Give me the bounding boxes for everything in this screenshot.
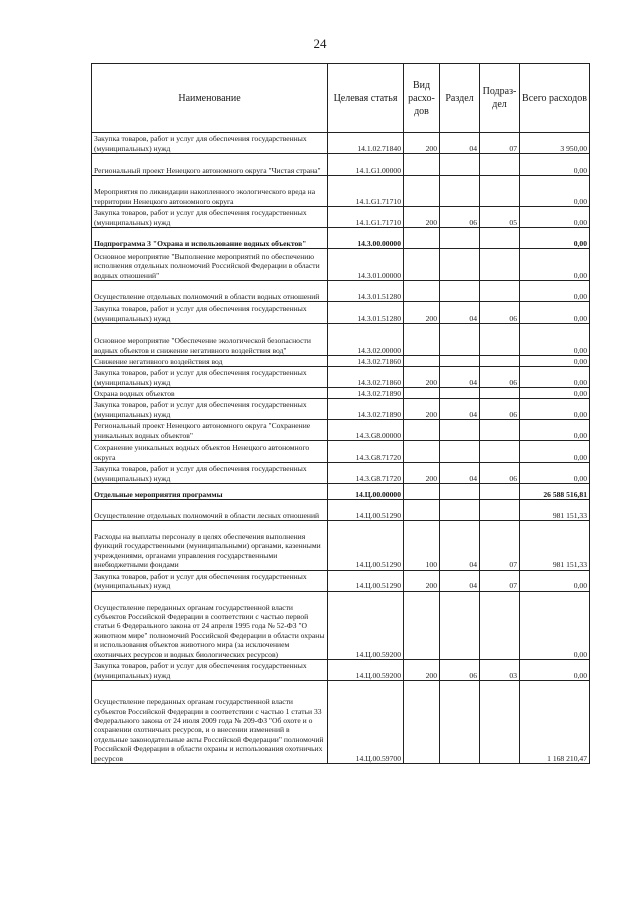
cell-vid	[404, 500, 440, 521]
cell-podrazdel	[480, 681, 520, 764]
cell-code: 14.3.G8.71720	[328, 441, 404, 463]
cell-total: 0,00	[520, 420, 590, 441]
cell-code: 14.3.01.51280	[328, 281, 404, 302]
cell-podrazdel	[480, 356, 520, 367]
cell-vid	[404, 356, 440, 367]
budget-table	[91, 63, 590, 764]
cell-name: Закупка товаров, работ и услуг для обеспечения государственных (муниципальных) нужд	[92, 367, 328, 388]
table-row	[92, 441, 590, 463]
header-target: Целевая статья	[328, 64, 404, 133]
cell-code: 14.3.02.71890	[328, 388, 404, 399]
cell-name: Закупка товаров, работ и услуг для обеспечения государственных (муниципальных) нужд	[92, 570, 328, 591]
cell-vid: 200	[404, 399, 440, 420]
cell-vid	[404, 176, 440, 207]
cell-name: Отдельные мероприятия программы	[92, 484, 328, 500]
table-row	[92, 463, 590, 484]
cell-code: 14.3.G8.00000	[328, 420, 404, 441]
cell-code: 14.1.G1.71710	[328, 207, 404, 228]
cell-name: Закупка товаров, работ и услуг для обеспечения государственных (муниципальных) нужд	[92, 302, 328, 324]
cell-code: 14.1.02.71840	[328, 133, 404, 154]
cell-podrazdel	[480, 388, 520, 399]
header-vid: Вид расхо-дов	[404, 64, 440, 133]
cell-code: 14.3.02.71860	[328, 356, 404, 367]
cell-code: 14.Ц.00.51290	[328, 521, 404, 571]
cell-razdel	[440, 324, 480, 356]
table-row	[92, 356, 590, 367]
page-number: 24	[313, 36, 327, 51]
cell-podrazdel: 07	[480, 570, 520, 591]
cell-razdel	[440, 441, 480, 463]
cell-code: 14.3.02.71890	[328, 399, 404, 420]
cell-podrazdel: 06	[480, 367, 520, 388]
cell-name: Основное мероприятие "Выполнение мероприятий по обеспечению исполнения отдельных полномочий Российской Федерации в области водных отношений"	[92, 249, 328, 281]
cell-podrazdel: 03	[480, 660, 520, 681]
cell-total: 0,00	[520, 176, 590, 207]
header-podrazdel: Подраз-дел	[480, 64, 520, 133]
cell-podrazdel: 07	[480, 133, 520, 154]
cell-name: Сохранение уникальных водных объектов Ненецкого автономного округа	[92, 441, 328, 463]
cell-razdel: 04	[440, 570, 480, 591]
cell-razdel	[440, 228, 480, 249]
cell-name: Закупка товаров, работ и услуг для обеспечения государственных (муниципальных) нужд	[92, 463, 328, 484]
cell-total: 0,00	[520, 463, 590, 484]
table-row	[92, 302, 590, 324]
cell-vid: 200	[404, 570, 440, 591]
cell-razdel: 04	[440, 463, 480, 484]
cell-vid	[404, 441, 440, 463]
cell-razdel	[440, 249, 480, 281]
cell-razdel	[440, 154, 480, 176]
cell-name: Подпрограмма 3 "Охрана и использование водных объектов"	[92, 228, 328, 249]
cell-name: Осуществление переданных органам государственной власти субъектов Российской Федерации в соответствии с частью первой статьи 6 Федерального закона от 24 апреля 1995 года № 52-ФЗ "О животном мире" полномочий Российской Федерации в области охраны и использования объектов животного мира (за исключением охотничьих ресурсов и водных биологических ресурсов)	[92, 591, 328, 659]
cell-razdel: 04	[440, 521, 480, 571]
cell-podrazdel: 06	[480, 302, 520, 324]
cell-podrazdel	[480, 591, 520, 659]
table-row	[92, 154, 590, 176]
cell-total: 0,00	[520, 660, 590, 681]
cell-razdel	[440, 388, 480, 399]
table-row	[92, 591, 590, 659]
cell-code: 14.3.01.00000	[328, 249, 404, 281]
table-row	[92, 324, 590, 356]
cell-name: Расходы на выплаты персоналу в целях обеспечения выполнения функций государственными (муниципальными) органами, казенными учреждениями, органами управления государственными внебюджетными фондами	[92, 521, 328, 571]
cell-podrazdel: 06	[480, 463, 520, 484]
cell-total: 0,00	[520, 324, 590, 356]
cell-name: Осуществление переданных органам государственной власти субъектов Российской Федерации в соответствии с частью 1 статьи 33 Федерального закона от 24 июля 2009 года № 209-ФЗ "Об охоте и о сохранении охотничьих ресурсов, и о внесении изменений в отдельные законодательные акты Российской Федерации" полномочий Российской Федерации в области охраны и использования охотничьих ресурсов	[92, 681, 328, 764]
cell-total: 981 151,33	[520, 500, 590, 521]
cell-name: Региональный проект Ненецкого автономного округа "Сохранение уникальных водных объектов"	[92, 420, 328, 441]
cell-name: Закупка товаров, работ и услуг для обеспечения государственных (муниципальных) нужд	[92, 133, 328, 154]
cell-total: 1 168 210,47	[520, 681, 590, 764]
cell-vid: 200	[404, 463, 440, 484]
cell-name: Закупка товаров, работ и услуг для обеспечения государственных (муниципальных) нужд	[92, 207, 328, 228]
cell-razdel	[440, 484, 480, 500]
cell-code: 14.3.G8.71720	[328, 463, 404, 484]
cell-razdel	[440, 420, 480, 441]
header-name: Наименование	[92, 64, 328, 133]
table-row	[92, 249, 590, 281]
cell-vid: 200	[404, 133, 440, 154]
cell-code: 14.Ц.00.59200	[328, 660, 404, 681]
cell-code: 14.3.02.71860	[328, 367, 404, 388]
table-row	[92, 281, 590, 302]
cell-vid	[404, 281, 440, 302]
cell-total: 26 588 516,81	[520, 484, 590, 500]
cell-razdel: 06	[440, 660, 480, 681]
table-row	[92, 521, 590, 571]
cell-vid: 200	[404, 367, 440, 388]
cell-total: 0,00	[520, 228, 590, 249]
table-row	[92, 133, 590, 154]
table-row	[92, 420, 590, 441]
cell-razdel: 04	[440, 367, 480, 388]
cell-name: Охрана водных объектов	[92, 388, 328, 399]
cell-razdel: 04	[440, 133, 480, 154]
cell-razdel	[440, 281, 480, 302]
cell-vid: 200	[404, 660, 440, 681]
table-header-row	[92, 64, 590, 133]
cell-podrazdel	[480, 484, 520, 500]
table-row	[92, 660, 590, 681]
cell-total: 3 950,00	[520, 133, 590, 154]
cell-podrazdel	[480, 500, 520, 521]
cell-name: Региональный проект Ненецкого автономного округа "Чистая страна"	[92, 154, 328, 176]
table-row	[92, 399, 590, 420]
cell-podrazdel	[480, 249, 520, 281]
cell-name: Закупка товаров, работ и услуг для обеспечения государственных (муниципальных) нужд	[92, 399, 328, 420]
cell-name: Закупка товаров, работ и услуг для обеспечения государственных (муниципальных) нужд	[92, 660, 328, 681]
cell-total: 0,00	[520, 207, 590, 228]
table-row	[92, 500, 590, 521]
cell-podrazdel	[480, 154, 520, 176]
cell-vid	[404, 388, 440, 399]
cell-total: 0,00	[520, 367, 590, 388]
table-row	[92, 388, 590, 399]
cell-code: 14.3.00.00000	[328, 228, 404, 249]
cell-total: 0,00	[520, 570, 590, 591]
cell-vid	[404, 420, 440, 441]
cell-name: Мероприятия по ликвидации накопленного экологического вреда на территории Ненецкого автономного округа	[92, 176, 328, 207]
cell-razdel: 04	[440, 302, 480, 324]
cell-total: 0,00	[520, 399, 590, 420]
cell-total: 981 151,33	[520, 521, 590, 571]
cell-vid: 200	[404, 302, 440, 324]
cell-code: 14.Ц.00.51290	[328, 570, 404, 591]
cell-code: 14.Ц.00.59700	[328, 681, 404, 764]
cell-podrazdel: 07	[480, 521, 520, 571]
table-row	[92, 367, 590, 388]
cell-code: 14.Ц.00.59200	[328, 591, 404, 659]
table-row	[92, 570, 590, 591]
cell-total: 0,00	[520, 249, 590, 281]
cell-vid	[404, 484, 440, 500]
cell-code: 14.1.G1.00000	[328, 154, 404, 176]
cell-razdel	[440, 500, 480, 521]
cell-razdel: 04	[440, 399, 480, 420]
cell-podrazdel	[480, 324, 520, 356]
cell-total: 0,00	[520, 281, 590, 302]
cell-vid: 100	[404, 521, 440, 571]
cell-code: 14.Ц.00.00000	[328, 484, 404, 500]
cell-podrazdel	[480, 441, 520, 463]
cell-total: 0,00	[520, 441, 590, 463]
cell-podrazdel	[480, 176, 520, 207]
table-row	[92, 176, 590, 207]
cell-name: Осуществление отдельных полномочий в области водных отношений	[92, 281, 328, 302]
cell-podrazdel	[480, 420, 520, 441]
cell-vid	[404, 154, 440, 176]
cell-total: 0,00	[520, 356, 590, 367]
cell-code: 14.3.02.00000	[328, 324, 404, 356]
cell-vid	[404, 681, 440, 764]
header-total: Всего расходов	[520, 64, 590, 133]
cell-podrazdel: 05	[480, 207, 520, 228]
cell-total: 0,00	[520, 154, 590, 176]
table-row	[92, 228, 590, 249]
table-row	[92, 484, 590, 500]
cell-total: 0,00	[520, 388, 590, 399]
cell-name: Снижение негативного воздействия вод	[92, 356, 328, 367]
cell-code: 14.Ц.00.51290	[328, 500, 404, 521]
cell-vid: 200	[404, 207, 440, 228]
cell-code: 14.1.G1.71710	[328, 176, 404, 207]
cell-vid	[404, 249, 440, 281]
cell-podrazdel: 06	[480, 399, 520, 420]
cell-razdel	[440, 681, 480, 764]
table-row	[92, 681, 590, 764]
cell-name: Основное мероприятие "Обеспечение экологической безопасности водных объектов и снижение негативного воздействия вод"	[92, 324, 328, 356]
cell-razdel	[440, 356, 480, 367]
cell-code: 14.3.01.51280	[328, 302, 404, 324]
cell-vid	[404, 228, 440, 249]
cell-total: 0,00	[520, 302, 590, 324]
cell-vid	[404, 324, 440, 356]
cell-vid	[404, 591, 440, 659]
table-row	[92, 207, 590, 228]
cell-razdel	[440, 176, 480, 207]
cell-razdel	[440, 591, 480, 659]
cell-podrazdel	[480, 228, 520, 249]
header-razdel: Раздел	[440, 64, 480, 133]
cell-podrazdel	[480, 281, 520, 302]
cell-name: Осуществление отдельных полномочий в области лесных отношений	[92, 500, 328, 521]
cell-razdel: 06	[440, 207, 480, 228]
cell-total: 0,00	[520, 591, 590, 659]
